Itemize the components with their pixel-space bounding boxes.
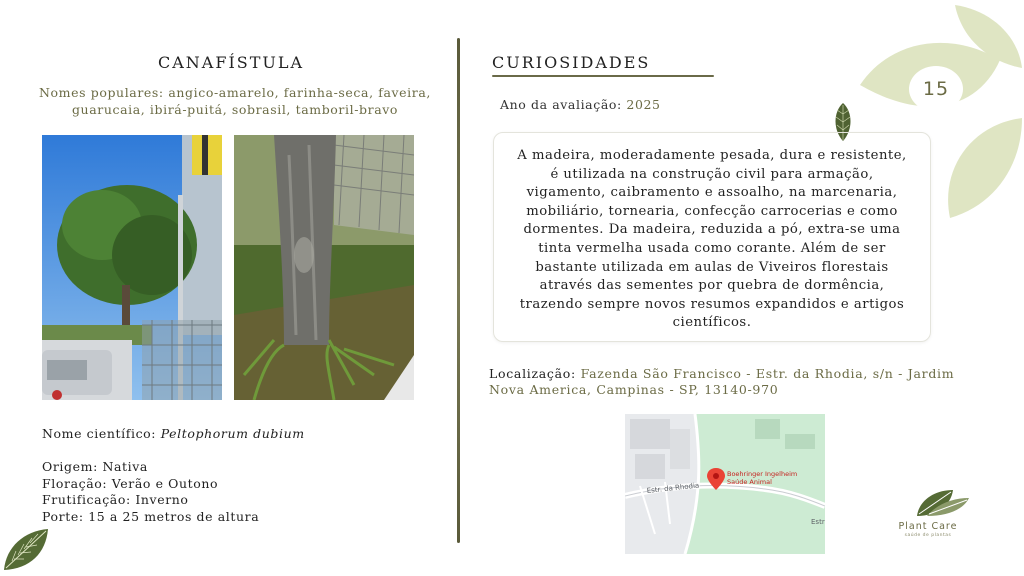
curiosity-text-box: A madeira, moderadamente pesada, dura e resistente, é utilizada na construção civil para armação, vigamento, caibramento e assoalho, na marcenaria, mobiliário, tornearia, confecção carrocerias e como dormentes. Da madeira, reduzida a pó, extra-se uma tinta vermelha usada como corante. Além de ser bastante utilizada em aulas de Viveiros florestais através das sementes por quebra de dormência, trazendo sempre novos resumos expandidos e artigos científicos. [493,132,931,342]
brand-subtitle: saúde de plantas [904,533,952,538]
location-label: Localização: [489,366,576,381]
page-number: 15 [909,66,963,112]
evaluation-year-label: Ano da avaliação: [500,97,622,112]
flowering-text: Floração: Verão e Outono [42,475,219,491]
popular-names-value: angico-amarelo, farinha-seca, faveira, guarucaia, ibirá-puitá, sobrasil, tamboril-bravo [71,85,431,117]
location [489,366,989,397]
scientific-name-label: Nome científico: [42,426,157,441]
popular-names-label: Nomes populares: [39,85,164,100]
plant-title: CANAFÍSTULA [158,53,305,72]
photo-trunk [234,135,414,400]
curiosities-underline [492,75,714,77]
scientific-name-value: Peltophorum dubium [160,426,305,441]
map-pin-label-1: Boehringer Ingelheim [727,470,798,478]
curiosities-title: CURIOSIDADES [492,53,651,72]
size-text: Porte: 15 a 25 metros de altura [42,508,260,524]
details-block [42,459,259,525]
map-pin-label-2: Saúde Animal [727,478,772,486]
evaluation-year-value: 2025 [626,97,661,112]
column-divider [457,38,460,543]
fruiting-text: Frutificação: Inverno [42,492,189,507]
scientific-name-line [42,426,305,443]
leaf-bottom-left-icon [2,527,50,572]
evaluation-year [500,97,661,112]
brand-name: Plant Care [898,521,958,532]
location-map[interactable] [625,414,825,554]
map-road-label: Estr. da Rhodia [646,481,700,495]
plant-care-logo-icon [913,486,971,520]
location-value: Fazenda São Francisco - Estr. da Rhodia, s/n - Jardim Nova America, Campinas - SP, 13140-970 [489,366,955,397]
photo-tree [42,135,222,400]
leaf-lower-icon [948,118,1022,218]
origin-text: Origem: Nativa [42,459,148,474]
popular-names [30,84,440,118]
map-road-label-2: Estr [811,518,825,526]
